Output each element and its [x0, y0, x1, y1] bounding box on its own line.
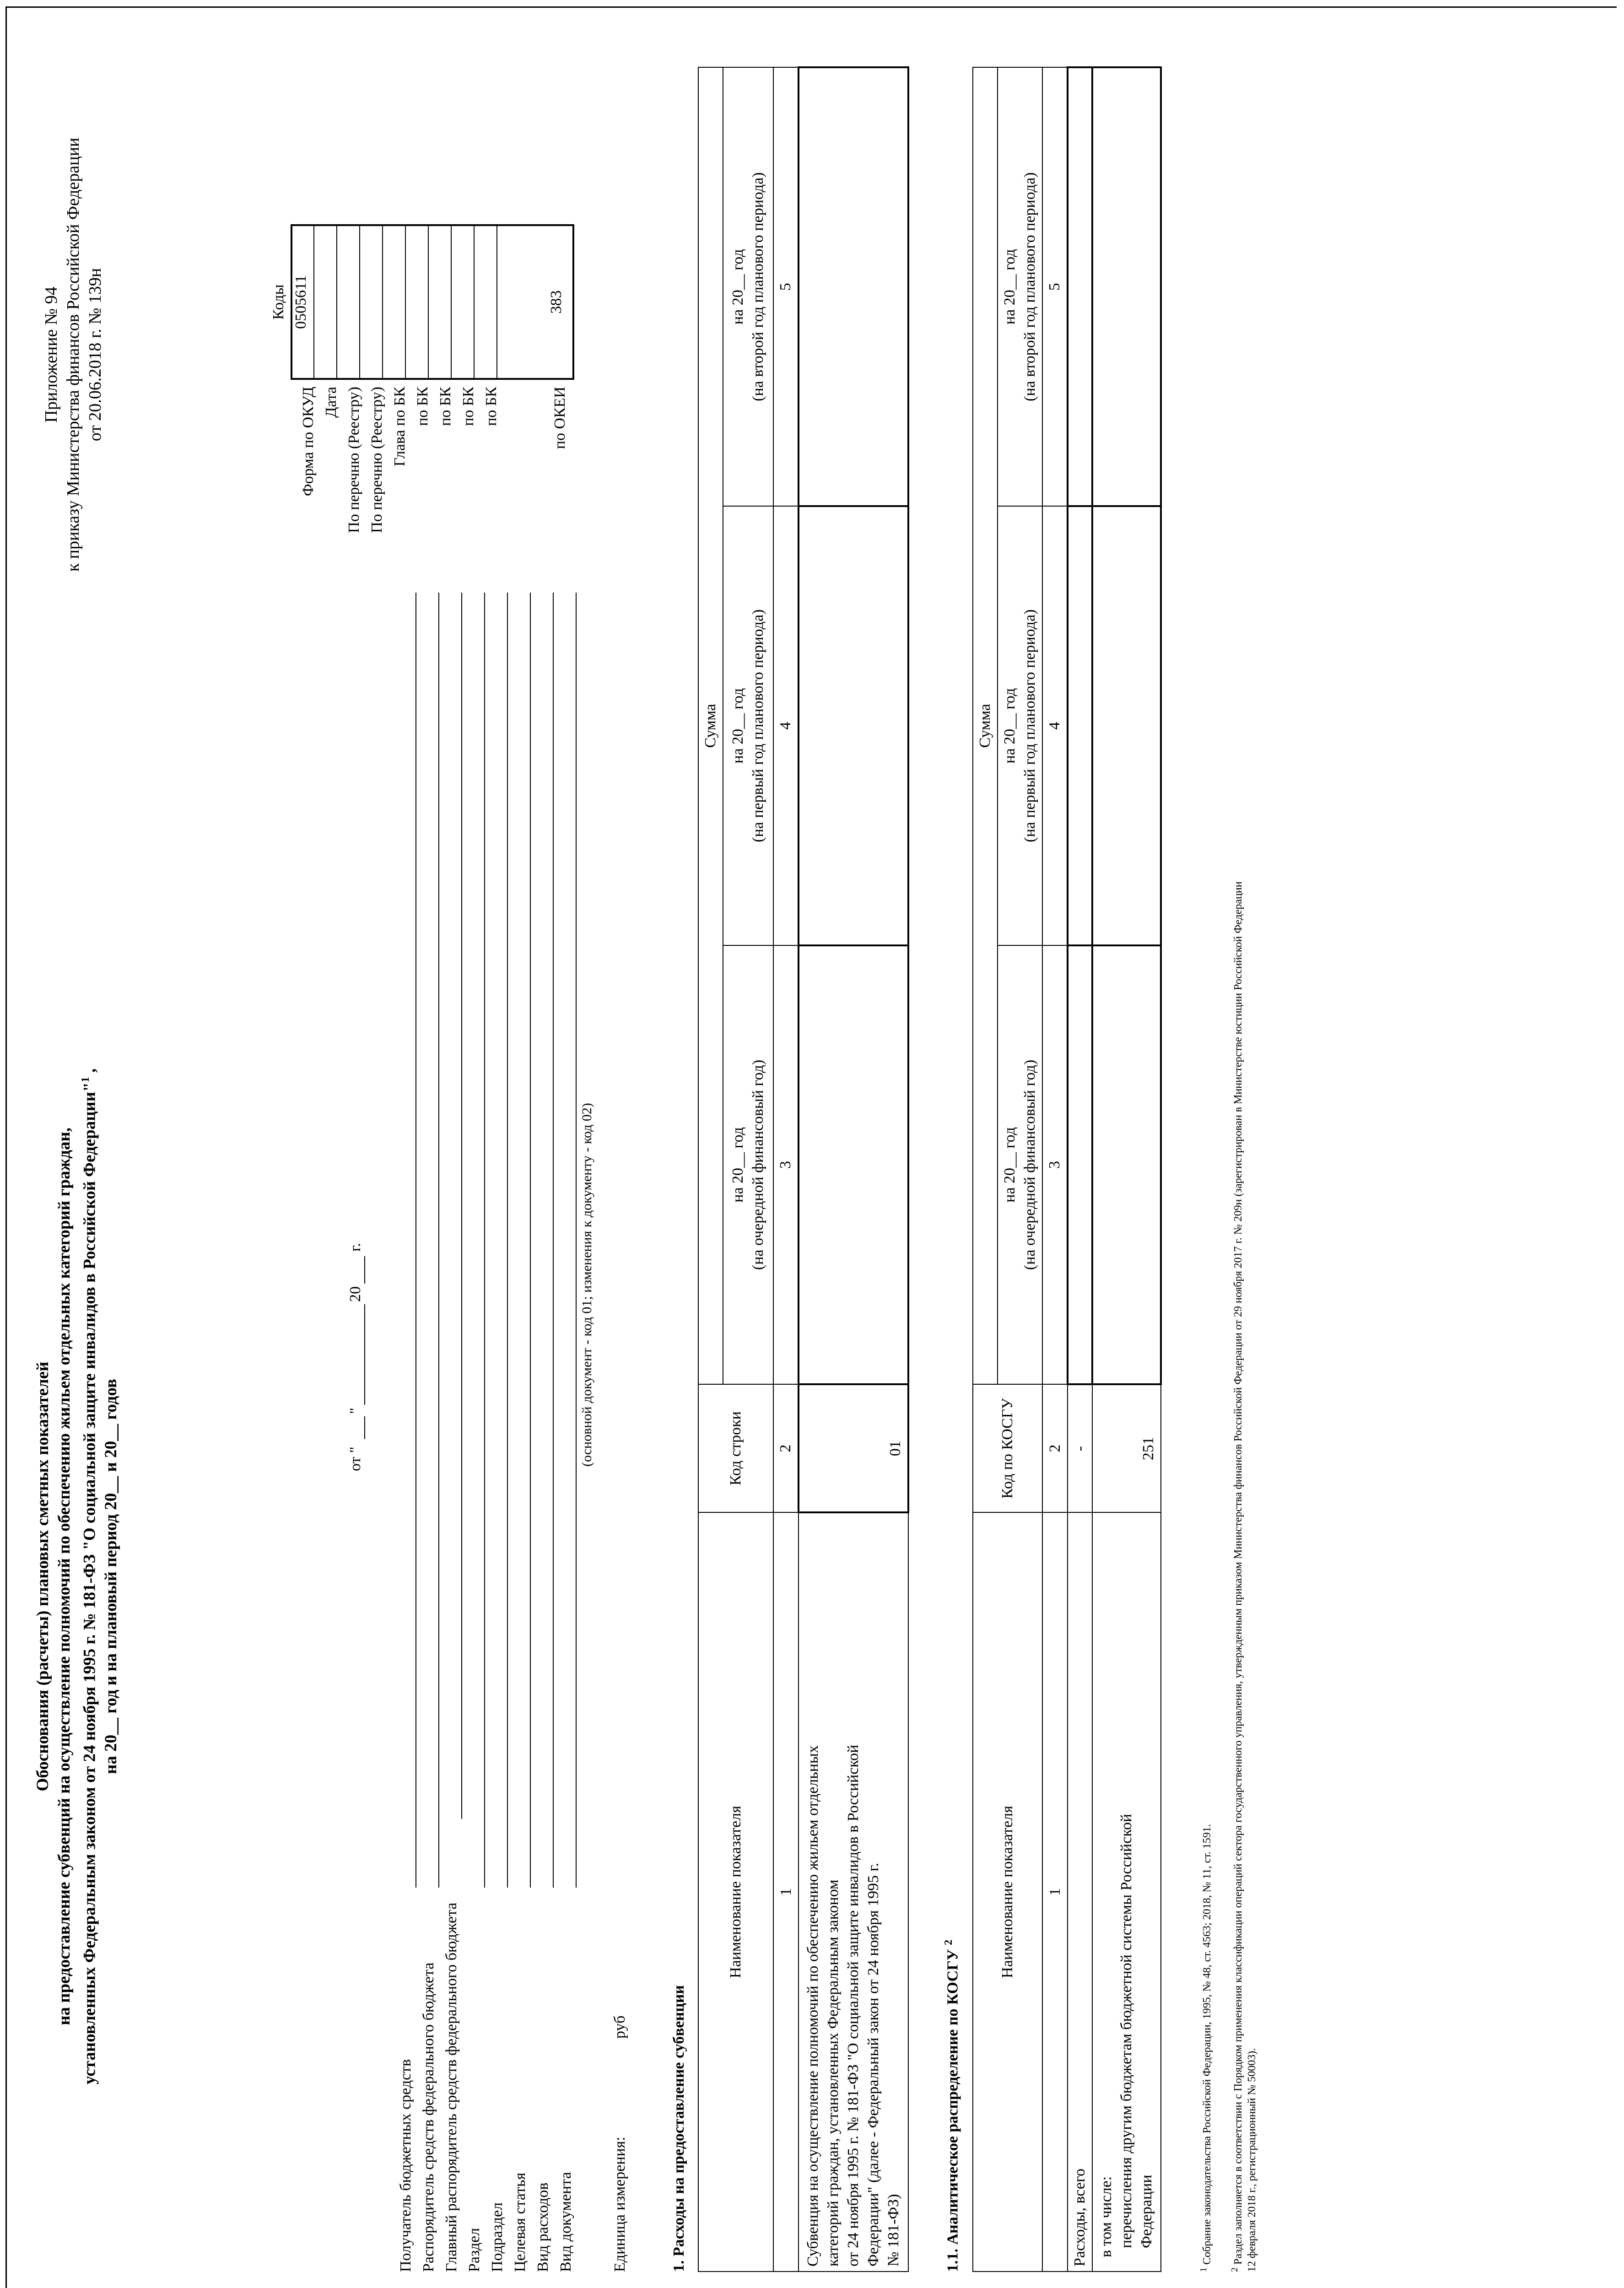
s1-colnum-3: 3 [773, 945, 799, 1384]
bk-3-code-cell[interactable] [452, 226, 475, 378]
glava-code-cell[interactable] [383, 226, 406, 378]
s11-transfer-code: 251 [1092, 1384, 1161, 1512]
s11-total-sum-1[interactable] [1068, 945, 1092, 1384]
field-recipient-label: Получатель бюджетных средств [397, 2059, 414, 2272]
field-subsection-label: Подраздел [489, 2202, 506, 2272]
s11-colnum-5: 5 [1042, 67, 1068, 506]
title-line-1: Обоснования (расчеты) плановых сметных показателей [33, 1361, 52, 1792]
s1-colnum-4: 4 [773, 506, 799, 945]
target-item-fill-line[interactable] [530, 593, 531, 1888]
unit-value: руб [611, 2015, 628, 2039]
s1-col-code-header: Код строки [698, 1384, 773, 1512]
date-year-line [364, 1256, 365, 1284]
s11-transfer-name: в том числе: перечисления другим бюджетам бюджетной системы Российской Федерации [1092, 1512, 1161, 2272]
codes-box [291, 224, 574, 380]
s1-col3-header: на 20__ год (на очередной финансовый год) [723, 945, 773, 1384]
okud-label: Форма по ОКУД [300, 387, 317, 496]
date-year-prefix: 20 [347, 1286, 364, 1302]
doc-type-fill-line[interactable] [576, 593, 577, 1888]
bk-4-code-cell[interactable] [475, 226, 497, 378]
s1-col-sum-header: Сумма [698, 67, 723, 1384]
field-expense-type-label: Вид расходов [534, 2182, 551, 2272]
field-target-item-label: Целевая статья [512, 2172, 529, 2272]
s11-colnum-4: 4 [1042, 506, 1068, 945]
date-label: Дата [323, 387, 340, 418]
s1-row1-sum-1[interactable] [799, 945, 908, 1384]
okei-code-cell[interactable]: 383 [548, 290, 565, 314]
date-quote: " [347, 1408, 364, 1414]
s11-col5-header: на 20__ год (на второй год планового периода) [998, 67, 1042, 506]
okud-code-cell[interactable]: 0505611 [292, 226, 314, 378]
s11-col-sum-header: Сумма [973, 67, 998, 1384]
manager-fill-line[interactable] [438, 593, 439, 1888]
glava-bk-label: Глава по БК [391, 387, 408, 467]
date-g: г. [347, 1243, 364, 1252]
doc-type-note: (основной документ - код 01; изменения к документу - код 02) [579, 1103, 594, 1467]
s11-total-code: - [1068, 1384, 1092, 1512]
s1-col4-header: на 20__ год (на первый год планового периода) [723, 506, 773, 945]
registry-1-code-cell[interactable] [337, 226, 360, 378]
table-row [799, 67, 908, 2272]
table-row [1092, 67, 1161, 2272]
approval-line-3: от 20.06.2018 г. № 139н [86, 268, 105, 442]
s11-col-name-header: Наименование показателя [973, 1512, 1042, 2272]
section-11-table [972, 66, 1162, 2272]
s11-col4-header: на 20__ год (на первый год планового периода) [998, 506, 1042, 945]
subsection-fill-line[interactable] [507, 593, 508, 1888]
table-row [1068, 67, 1092, 2272]
recipient-fill-line[interactable] [415, 593, 416, 1888]
field-section-label: Раздел [466, 2228, 483, 2272]
section-11-heading: 1.1. Аналитическое распределение по КОСГУ $^2$ [943, 1939, 961, 2272]
bk-1-code-cell[interactable] [406, 226, 429, 378]
field-main-manager-label: Главный распорядитель средств федерального бюджета [443, 1902, 460, 2272]
unit-label: Единица измерения: [611, 2137, 628, 2272]
bk-4-label: по БК [483, 387, 500, 426]
footnote-2: $^2$ Раздел заполняется в соответствии с Порядком применения классификации операций сектора государственного управления, утвержденным приказом Министерства финансов Российской Федерации от 29 ноября 2017 г. № 209н (зарегистрирован в Министерстве юстиции Российской Федерации [1230, 881, 1244, 2272]
document-title [32, 876, 122, 2277]
section-1-table [698, 66, 909, 2272]
s1-col-name-header: Наименование показателя [698, 1512, 773, 2272]
registry-2-label: По перечню (Реестру) [368, 387, 385, 533]
s1-row1-sum-3[interactable] [799, 67, 908, 506]
document-page [32, 34, 1588, 2277]
s11-col3-header: на 20__ год (на очередной финансовый год) [998, 945, 1042, 1384]
date-day-line [364, 1416, 365, 1439]
date-month-line [364, 1304, 365, 1405]
codes-header: Коды [270, 284, 287, 320]
s1-col5-header: на 20__ год (на второй год планового периода) [723, 67, 773, 506]
s1-colnum-5: 5 [773, 67, 799, 506]
field-manager-label: Распорядитель средств федерального бюджета [420, 1962, 437, 2272]
s1-row1-sum-2[interactable] [799, 506, 908, 945]
section-1-heading: 1. Расходы на предоставление субвенции [670, 1985, 687, 2272]
s11-total-sum-3[interactable] [1068, 67, 1092, 506]
approval-line-1: Приложение № 94 [42, 286, 61, 423]
bk-2-label: по БК [437, 387, 454, 426]
date-from-label: от " [347, 1446, 364, 1471]
s11-transfer-sum-3[interactable] [1092, 67, 1161, 506]
title-line-3: установленных Федеральным законом от 24 ноября 1995 г. № 181-ФЗ "О социальной защите инвалидов в Российской Федерации"$^1$ , [80, 1068, 99, 2085]
registry-1-label: По перечню (Реестру) [345, 387, 362, 533]
footnote-2-cont: 12 февраля 2018 г., регистрационный № 50003). [1246, 2048, 1258, 2272]
field-doc-type-label: Вид документа [557, 2172, 574, 2272]
title-line-2: на предоставление субвенций на осуществление полномочий по обеспечению жильем отдельных категорий граждан, [55, 1128, 74, 2025]
approval-line-2: к приказу Министерства финансов Российской Федерации [64, 137, 83, 572]
bk-2-code-cell[interactable] [429, 226, 452, 378]
s11-total-name: Расходы, всего [1068, 1512, 1092, 2272]
s1-row1-code: 01 [799, 1384, 908, 1512]
s11-colnum-3: 3 [1042, 945, 1068, 1384]
expense-type-fill-line[interactable] [553, 593, 554, 1888]
s11-colnum-1: 1 [1042, 1512, 1068, 2272]
s1-colnum-1: 1 [773, 1512, 799, 2272]
s11-total-sum-2[interactable] [1068, 506, 1092, 945]
section-fill-line[interactable] [484, 593, 485, 1888]
s11-colnum-2: 2 [1042, 1384, 1068, 1512]
s11-transfer-sum-1[interactable] [1092, 945, 1161, 1384]
registry-2-code-cell[interactable] [360, 226, 383, 378]
date-code-cell[interactable] [314, 226, 337, 378]
s11-col-code-header: Код по КОСГУ [973, 1384, 1042, 1512]
bk-3-label: по БК [460, 387, 477, 426]
approval-block [40, 34, 106, 675]
okei-label: по ОКЕИ [551, 387, 568, 449]
s1-row1-name: Субвенция на осуществление полномочий по обеспечению жильем отдельных категорий граждан, установленных Федеральным законом от 24 ноября 1995 г. № 181-ФЗ "О социальной защите инвалидов в Российской Федерации" (далее - Федеральный закон от 24 ноября 1995 г. № 181-ФЗ) [799, 1512, 908, 2272]
title-line-4: на 20__ год и на плановый период 20__ и 20__ годов [102, 1379, 121, 1774]
bk-1-label: по БК [414, 387, 431, 426]
main-manager-fill-line[interactable] [461, 593, 462, 1819]
s1-colnum-2: 2 [773, 1384, 799, 1512]
footnote-1: $^1$ Собрание законодательства Российской Федерации, 1995, № 48, ст. 4563; 2018, № 11, ст. 1591. [1198, 1824, 1213, 2272]
s11-transfer-sum-2[interactable] [1092, 506, 1161, 945]
footnotes [1197, 304, 1259, 2272]
